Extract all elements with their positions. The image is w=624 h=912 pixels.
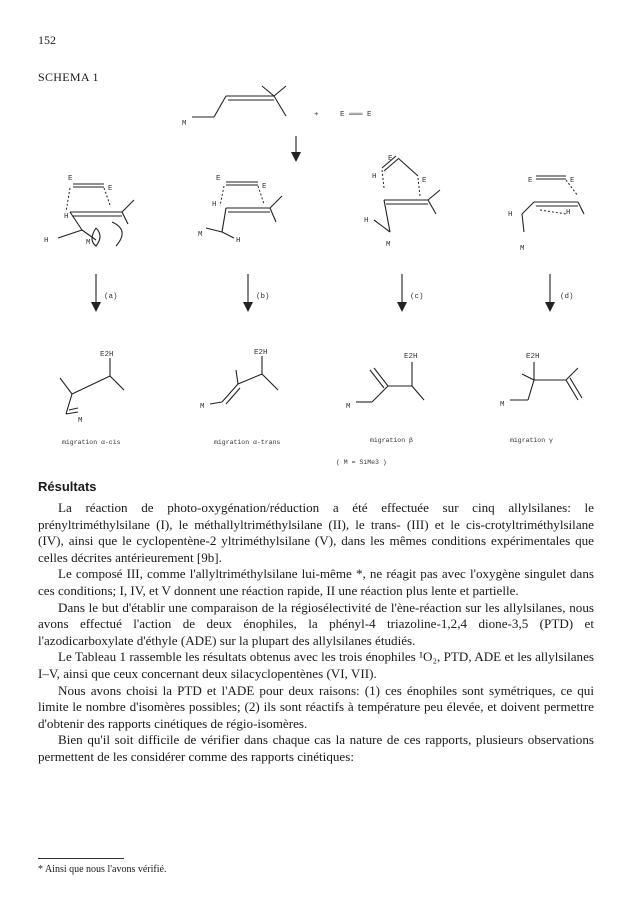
svg-text:(c): (c) — [410, 293, 424, 301]
arrow-b — [243, 274, 270, 312]
svg-text:H: H — [212, 201, 217, 209]
scheme-legend: ( M = SiMe3 ) — [336, 459, 387, 466]
product-c — [346, 353, 424, 411]
paragraph-1: La réaction de photo-oxygénation/réduction a été effectuée sur cinq allylsilanes: le prényltriméthylsilane (I), le méthallyltriméthylsilane (II), le trans- (III) et le cis-crotyltriméthylsilane (IV), ainsi que le cyclopentène-2 yltriméthylsilane (V), dans les mêmes conditions expérimentales que celles décrites antérieurement [9b]. — [38, 500, 594, 565]
page-number: 152 — [38, 33, 56, 47]
main-arrow — [291, 136, 301, 162]
caption-a: migration α-cis — [62, 439, 121, 446]
product-d — [500, 353, 582, 409]
svg-text:H: H — [372, 173, 377, 181]
paragraph-2: Le composé III, comme l'allyltriméthylsilane lui-même *, ne réagit pas avec l'oxygène singulet dans ces conditions; I, IV, et V donnent une réaction rapide, II une réaction plus lente et partielle. — [38, 566, 594, 598]
svg-text:E: E — [68, 175, 73, 183]
svg-text:M: M — [346, 403, 351, 411]
reactant-structure — [182, 86, 286, 128]
svg-text:M: M — [200, 403, 205, 411]
svg-text:E2H: E2H — [526, 353, 540, 361]
reactant-m-label: M — [182, 120, 187, 128]
svg-text:E: E — [528, 177, 533, 185]
paragraph-5: Nous avons choisi la PTD et l'ADE pour deux raisons: (1) ces énophiles sont symétriques, ce qui limite le nombre d'isomères possibles; (2) ils sont réactifs à température peu élevée, et doivent permettre d'obtenir des rapports cinétiques de régio-isomères. — [38, 682, 594, 731]
svg-text:M: M — [386, 241, 391, 249]
arrow-c — [397, 274, 424, 312]
svg-text:E: E — [216, 175, 221, 183]
paragraph-3: Dans le but d'établir une comparaison de la régiosélectivité de l'ène-réaction sur les allylsilanes, nous avons effectué l'action de deux énophiles, la phényl-4 triazoline-1,2,4 dione-3,5 (PTD) et l'azodicarboxylate d'éthyle (ADE) sur la plupart des allylsilanes étudiés. — [38, 599, 594, 648]
svg-text:E: E — [262, 183, 267, 191]
svg-text:H: H — [64, 213, 69, 221]
svg-text:E: E — [422, 177, 427, 185]
ts-d — [508, 176, 584, 253]
svg-text:H: H — [508, 211, 513, 219]
svg-text:E: E — [108, 185, 113, 193]
svg-text:M: M — [78, 417, 83, 425]
schema-title: SCHEMA 1 — [38, 70, 99, 84]
svg-text:(d): (d) — [560, 293, 574, 301]
footnote-rule — [38, 858, 124, 859]
svg-text:E2H: E2H — [100, 351, 114, 359]
enophile-reagent: E ═══ E — [340, 111, 372, 119]
body-text — [38, 500, 594, 766]
svg-text:M: M — [500, 401, 505, 409]
paragraph-6: Bien qu'il soit difficile de vérifier dans chaque cas la nature de ces rapports, plusieurs observations permettent de les considérer comme des rapports cinétiques: — [38, 732, 594, 764]
svg-text:(a): (a) — [104, 293, 118, 301]
svg-text:E2H: E2H — [254, 349, 268, 357]
svg-text:E2H: E2H — [404, 353, 418, 361]
plus-sign: + — [314, 111, 319, 119]
caption-c: migration β — [370, 437, 413, 444]
product-a — [60, 351, 124, 425]
svg-text:E: E — [570, 177, 575, 185]
section-heading: Résultats — [38, 479, 97, 494]
ts-a — [44, 175, 134, 247]
svg-text:H: H — [364, 217, 369, 225]
svg-text:M: M — [86, 239, 91, 247]
arrow-a — [91, 274, 118, 312]
svg-text:M: M — [520, 245, 525, 253]
caption-b: migration α-trans — [214, 439, 281, 446]
svg-text:H: H — [236, 237, 241, 245]
caption-d: migration γ — [510, 437, 553, 444]
svg-text:H: H — [566, 209, 571, 217]
ts-c — [364, 155, 440, 249]
product-b — [200, 349, 278, 411]
svg-text:M: M — [198, 231, 203, 239]
arrow-d — [545, 274, 574, 312]
svg-text:(b): (b) — [256, 293, 270, 301]
svg-text:E: E — [388, 155, 393, 163]
paragraph-4: Le Tableau 1 rassemble les résultats obtenus avec les trois énophiles ¹O₂, PTD, ADE et les allylsilanes I–V, ainsi que ceux concernant deux silacyclopentènes (VI, VII). — [38, 649, 594, 681]
footnote: * Ainsi que nous l'avons vérifié. — [38, 864, 167, 875]
ts-b — [198, 175, 282, 245]
svg-text:H: H — [44, 237, 49, 245]
